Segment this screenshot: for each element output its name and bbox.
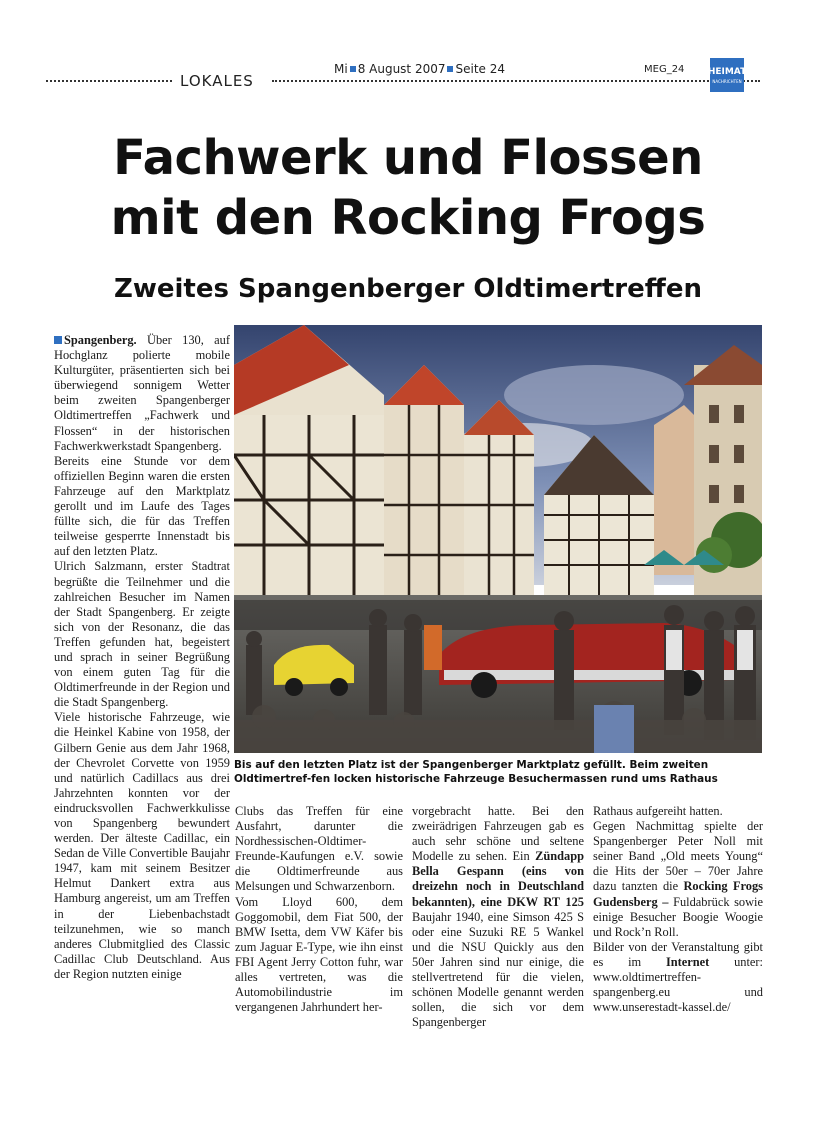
article-column-2 (235, 804, 403, 1015)
paragraph (54, 333, 230, 454)
header-rule-right (272, 80, 760, 82)
paragraph: Rathaus aufgereiht hatten. (593, 804, 723, 818)
paragraph: Bereits eine Stunde vor dem offiziellen Beginn waren die ersten Fahrzeuge auf den Marktplatz gerollt und im Laufe des Tages füllte sich, die für das Treffen teilweise gesperrte Innenstadt bis auf den letzten Platz. (54, 453, 230, 559)
highlight-text: Zündapp Bella Gespann (eins von dreizehn noch in Deutschland bekannten), eine DKW RT 125 (412, 849, 584, 909)
paragraph (412, 804, 584, 1030)
issue-date: 8 August 2007 (357, 62, 446, 76)
header-rule-left (46, 80, 172, 82)
paragraph-text: Fuldabrück sowie einige Besucher Boogie Woogie und Rock’n Roll. (593, 894, 763, 939)
newspaper-logo (707, 58, 747, 92)
paragraph-text: unter: www.oldtimertreffen-spangenberg.eu und www.unserestadt-kassel.de/ (593, 954, 763, 1015)
subheadline: Zweites Spangenberger Oldtimertreffen (114, 274, 702, 304)
paragraph: Vom Lloyd 600, dem Goggomobil, dem Fiat 500, der BMW Isetta, dem VW Käfer bis zum Jaguar E-Type, wie ihn einst FBI Agent Jerry Cotton fuhr, war alles vertreten, was die Automobilindustrie im vergangenen Jahrhundert her- (235, 894, 403, 1015)
weekday: Mi (334, 62, 348, 76)
page-code: MEG_24 (644, 64, 685, 75)
page-header (46, 58, 760, 92)
paragraph (593, 819, 763, 940)
bullet-square-icon (447, 66, 453, 72)
dateline-place: Spangenberg. (64, 333, 137, 347)
highlight-text: Rocking Frogs Gudensberg – (593, 879, 763, 909)
article-photo (234, 325, 762, 753)
paragraph: Ulrich Salzmann, erster Stadtrat begrüßte die Teilnehmer und die zahlreichen Besucher im Namen der Stadt Spangenberg. Er zeigte sich von der Resonanz, die das Treffen gefunden hat, begeistert und sprach in seiner Begrüßung von einem guten Tag für die Oldtimerfreunde in der Region und die Stadt Spangenberg. (54, 559, 230, 710)
paragraph: Viele historische Fahrzeuge, wie die Heinkel Kabine von 1958, der Gilbern Genie aus dem Jahr 1968, der Chevrolet Corvette von 1959 und natürlich Cadillacs aus drei Jahrzehnten konnten vor der eindrucksvollen Fachwerkkulisse von Spangenberg bewundert werden. Der älteste Cadillac, ein Sedan de Ville Convertible Baujahr 1947, kam mit seinem Besitzer Helmut Dankert extra aus Hamburg angereist, um am Treffen in der Liebenbachstadt teilzunehmen, wie so manch anderes Clubmitglied des Classic Cadillac Club Deutschland. Aus der Region nutzten einige (54, 710, 230, 981)
paragraph-text: Über 130, auf Hochglanz polierte mobile Kulturgüter, präsentierten sich bei überwiegend sonnigem Wetter beim zweiten Spangenberger Oldtimertreffen „Fachwerk und Flossen“ in der historischen Fachwerkwerkstadt Spangenberg. (54, 333, 230, 453)
section-label: LOKALES (180, 72, 254, 90)
logo-text: HEIMAT (707, 66, 747, 77)
paragraph-text: Baujahr 1940, eine Simson 425 S oder eine Suzuki RE 5 Wankel und die NSU Quickly aus den 50er Jahren sind nur einige, die stellvertretend für die vielen, schönen Modelle genannt werden sollen, die sich vor dem Spangenberger (412, 909, 584, 1030)
article-column-4 (593, 804, 763, 1015)
paragraph: Clubs das Treffen für eine Ausfahrt, darunter die Nordhessischen-Oldtimer-Freunde-Kaufungen e.V. sowie die Oldtimerfreunde aus Melsungen und Schwarzenborn. (235, 804, 403, 894)
article-column-1 (54, 333, 230, 982)
logo-subtext: NACHRICHTEN (712, 78, 742, 84)
paragraph-text: Bilder von der Veranstaltung gibt es im (593, 939, 763, 969)
page-number: Seite 24 (455, 62, 505, 76)
lead-square-icon (54, 336, 62, 344)
paragraph-text: Gegen Nachmittag spielte der Spangenberger Peter Noll mit seiner Band „Old meets Young“ die Hits der 50er – 70er Jahre dazu tanzten die (593, 819, 763, 894)
photo-caption: Bis auf den letzten Platz ist der Spangenberger Marktplatz gefüllt. Beim zweiten Oldtimertref-fen locken historische Fahrzeuge Besuchermassen rund ums Rathaus (234, 759, 718, 785)
headline (40, 128, 776, 248)
highlight-text: Internet (665, 954, 710, 969)
bullet-square-icon (350, 66, 356, 72)
paragraph (593, 940, 763, 1015)
article-column-3 (412, 804, 584, 1030)
headline-line-1: Fachwerk und Flossen (113, 130, 703, 186)
dateline (334, 62, 505, 76)
headline-line-2: mit den Rocking Frogs (110, 190, 706, 246)
paragraph-text: vorgebracht hatte. Bei den zweirädrigen Fahrzeugen gab es auch sehr schöne und seltene Modelle zu sehen. Ein (412, 804, 584, 864)
